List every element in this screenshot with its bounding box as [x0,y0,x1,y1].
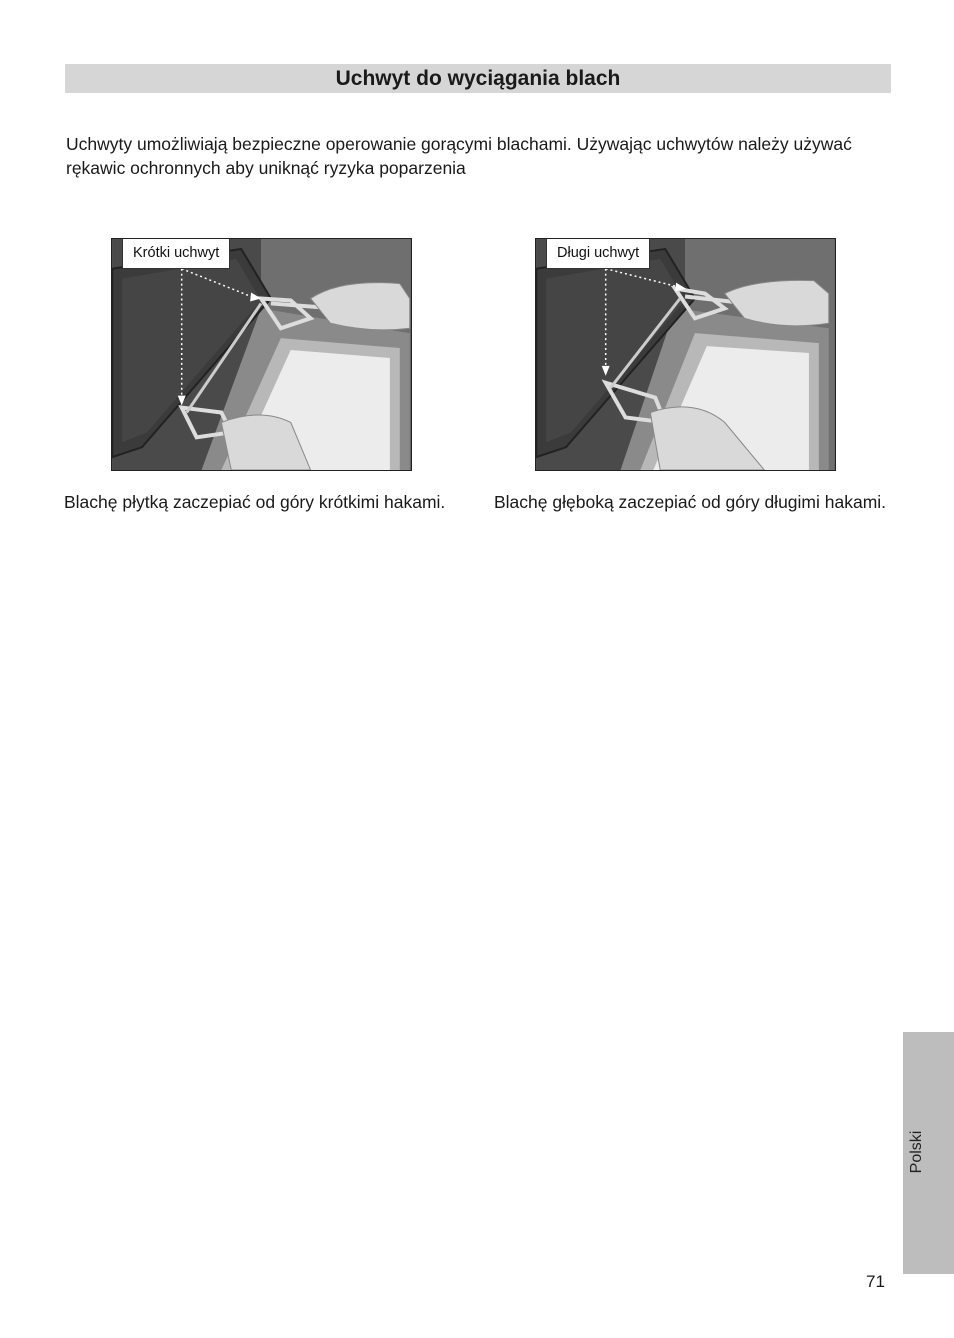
figure-label: Długi uchwyt [546,239,650,269]
oven-tray-illustration-short [112,239,411,470]
figure-long-handle [535,238,836,471]
title-bar [65,64,891,93]
language-label: Polski [908,1130,925,1174]
intro-paragraph: Uchwyty umożliwiają bezpieczne operowanie gorącymi blachami. Używając uchwytów należy używać rękawic ochronnych aby uniknąć ryzyka poparzenia [66,134,852,178]
figure-caption-long: Blachę głęboką zaczepiać od góry długimi hakami. [494,492,887,512]
figure-short-handle [111,238,412,471]
oven-tray-illustration-long [536,239,835,470]
figure-label: Krótki uchwyt [122,239,230,269]
page-number: 71 [866,1272,885,1291]
figure-caption-short: Blachę płytką zaczepiać od góry krótkimi hakami. [64,492,446,512]
page-title: Uchwyt do wyciągania blach [335,66,621,90]
